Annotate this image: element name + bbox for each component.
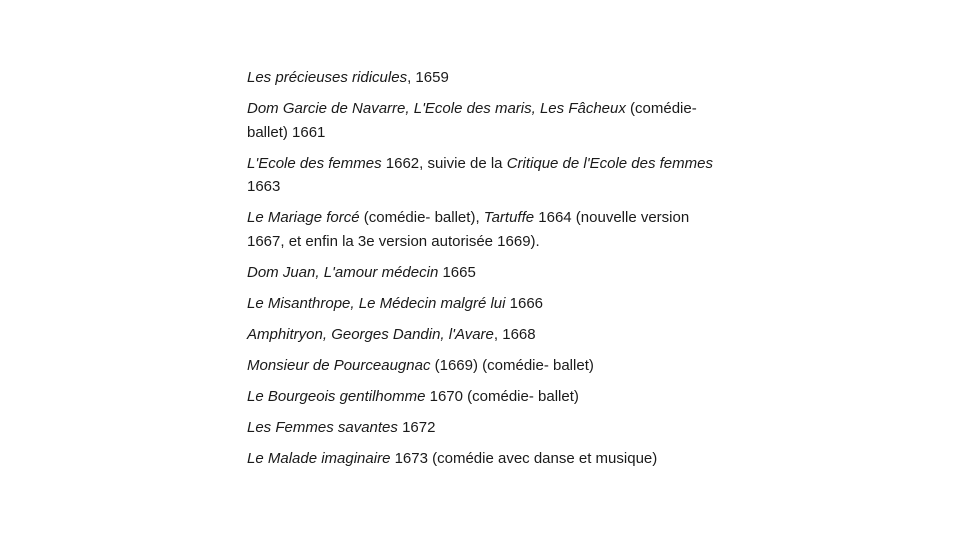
work-details: , 1668 bbox=[493, 325, 536, 343]
work-details: 1666 bbox=[505, 294, 544, 312]
work-title: Le Misanthrope, Le Médecin malgré lui bbox=[247, 294, 506, 312]
work-title: Dom Juan, L'amour médecin bbox=[247, 263, 439, 281]
works-list-item bbox=[247, 206, 727, 253]
works-list-item bbox=[247, 323, 727, 347]
works-list-item bbox=[247, 354, 727, 378]
work-title: L'Ecole des femmes bbox=[247, 154, 382, 172]
work-title: Le Bourgeois gentilhomme bbox=[247, 387, 426, 405]
works-list-item bbox=[247, 152, 727, 199]
work-title: Monsieur de Pourceaugnac bbox=[247, 356, 431, 374]
works-list-item bbox=[247, 385, 727, 409]
work-title: Le Malade imaginaire bbox=[247, 449, 391, 467]
works-list-item bbox=[247, 447, 727, 471]
work-details: (comédie- ballet), bbox=[359, 209, 484, 226]
work-title: Les précieuses ridicules bbox=[247, 69, 408, 86]
work-details: 1665 bbox=[438, 263, 476, 281]
work-title: Tartuffe bbox=[483, 209, 535, 226]
work-title: Le Mariage forcé bbox=[247, 209, 360, 226]
work-details: (1669) (comédie- ballet) bbox=[430, 356, 594, 374]
work-details: 1663 bbox=[247, 178, 281, 195]
work-details: , 1659 bbox=[407, 69, 449, 86]
work-details: (comédie- ballet) 1661 bbox=[247, 100, 697, 141]
work-title: Amphitryon, Georges Dandin, l'Avare bbox=[247, 325, 494, 343]
works-list bbox=[247, 66, 727, 478]
work-title: Les Femmes savantes bbox=[247, 418, 398, 436]
work-title: Dom Garcie de Navarre, L'Ecole des maris, Les Fâcheux bbox=[247, 100, 626, 117]
works-list-item bbox=[247, 261, 727, 285]
works-list-item bbox=[247, 97, 727, 144]
work-details: 1673 (comédie avec danse et musique) bbox=[390, 449, 658, 467]
work-details: 1670 (comédie- ballet) bbox=[425, 387, 579, 405]
work-details: 1672 bbox=[397, 418, 436, 436]
work-details: 1662, suivie de la bbox=[381, 154, 507, 172]
work-details: 1664 (nouvelle version 1667, et enfin la 3e version autorisée 1669). bbox=[247, 209, 690, 250]
work-title: Critique de l'Ecole des femmes bbox=[506, 154, 713, 172]
works-list-item bbox=[247, 416, 727, 440]
works-list-item bbox=[247, 66, 727, 90]
works-list-item bbox=[247, 292, 727, 316]
